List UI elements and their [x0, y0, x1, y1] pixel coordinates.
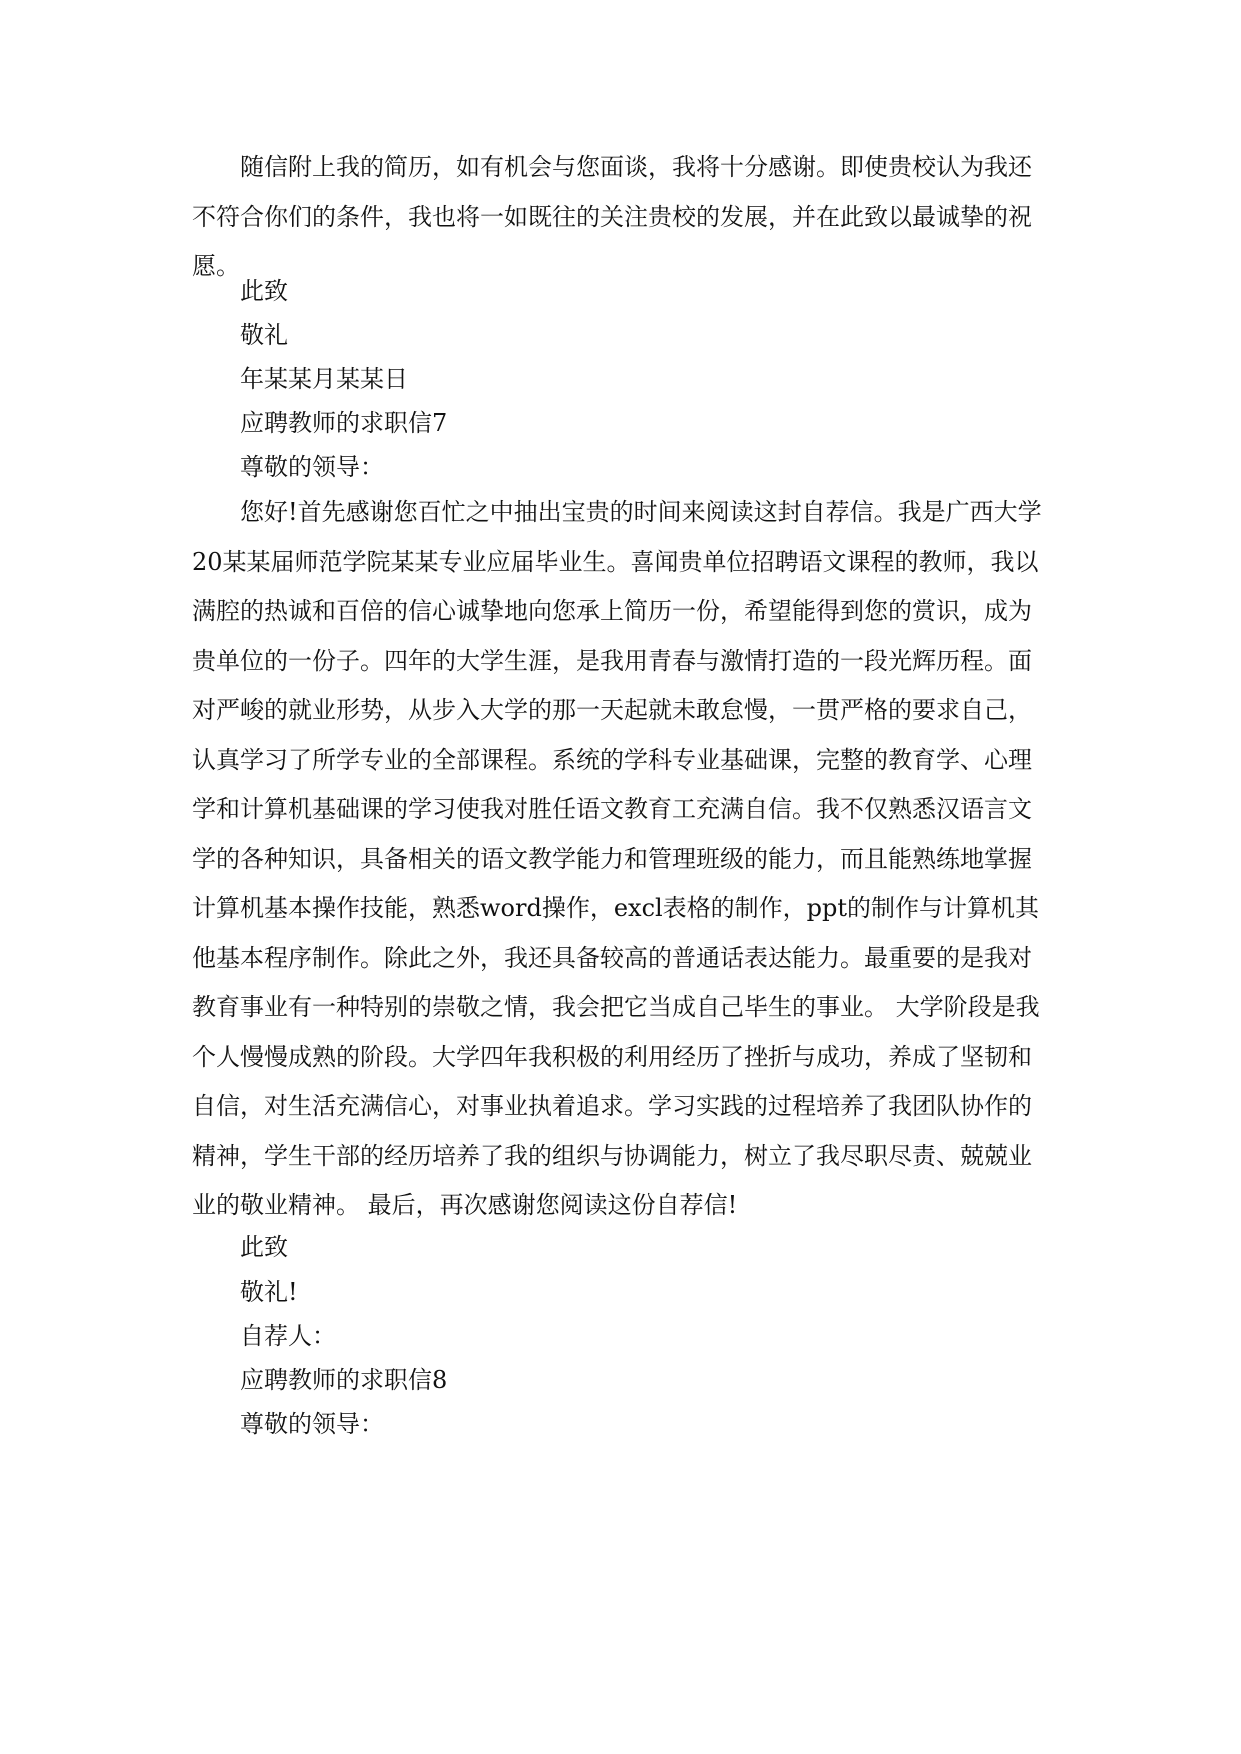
salutation-7: 尊敬的领导： [240, 453, 384, 481]
signature-line: 自荐人： [240, 1322, 336, 1350]
letter-heading-7: 应聘教师的求职信7 [240, 409, 448, 437]
letter-heading-8: 应聘教师的求职信8 [240, 1366, 448, 1394]
closing-ci-zhi: 此致 [240, 277, 288, 305]
date-line: 年某某月某某日 [240, 365, 408, 393]
closing-jing-li-2: 敬礼! [240, 1278, 298, 1306]
closing-ci-zhi-2: 此致 [240, 1233, 288, 1261]
closing-jing-li: 敬礼 [240, 321, 288, 349]
paragraph-letter-body-7: 您好!首先感谢您百忙之中抽出宝贵的时间来阅读这封自荐信。我是广西大学20某某届师范学院某某专业应届毕业生。喜闻贵单位招聘语文课程的教师，我以满腔的热诚和百倍的信心诚挚地向您承上简历一份，希望能得到您的赏识，成为贵单位的一份子。四年的大学生涯，是我用青春与激情打造的一段光辉历程。面对严峻的就业形势，从步入大学的那一天起就未敢怠慢，一贯严格的要求自己，认真学习了所学专业的全部课程。系统的学科专业基础课，完整的教育学、心理学和计算机基础课的学习使我对胜任语文教育工充满自信。我不仅熟悉汉语言文学的各种知识，具备相关的语文教学能力和管理班级的能力，而且能熟练地掌握计算机基本操作技能，熟悉word操作，excl表格的制作，ppt的制作与计算机其他基本程序制作。除此之外，我还具备较高的普通话表达能力。最重要的是我对教育事业有一种特别的崇敬之情，我会把它当成自己毕生的事业。 大学阶段是我个人慢慢成熟的阶段。大学四年我积极的利用经历了挫折与成功，养成了坚韧和自信，对生活充满信心，对事业执着追求。学习实践的过程培养了我团队协作的精神，学生干部的经历培养了我的组织与协调能力，树立了我尽职尽责、兢兢业业的敬业精神。 最后，再次感谢您阅读这份自荐信! [192, 498, 1042, 1219]
salutation-8: 尊敬的领导： [240, 1410, 384, 1438]
paragraph-attachment-note: 随信附上我的简历，如有机会与您面谈，我将十分感谢。即使贵校认为我还不符合你们的条件，我也将一如既往的关注贵校的发展，并在此致以最诚挚的祝愿。 [192, 153, 1032, 280]
